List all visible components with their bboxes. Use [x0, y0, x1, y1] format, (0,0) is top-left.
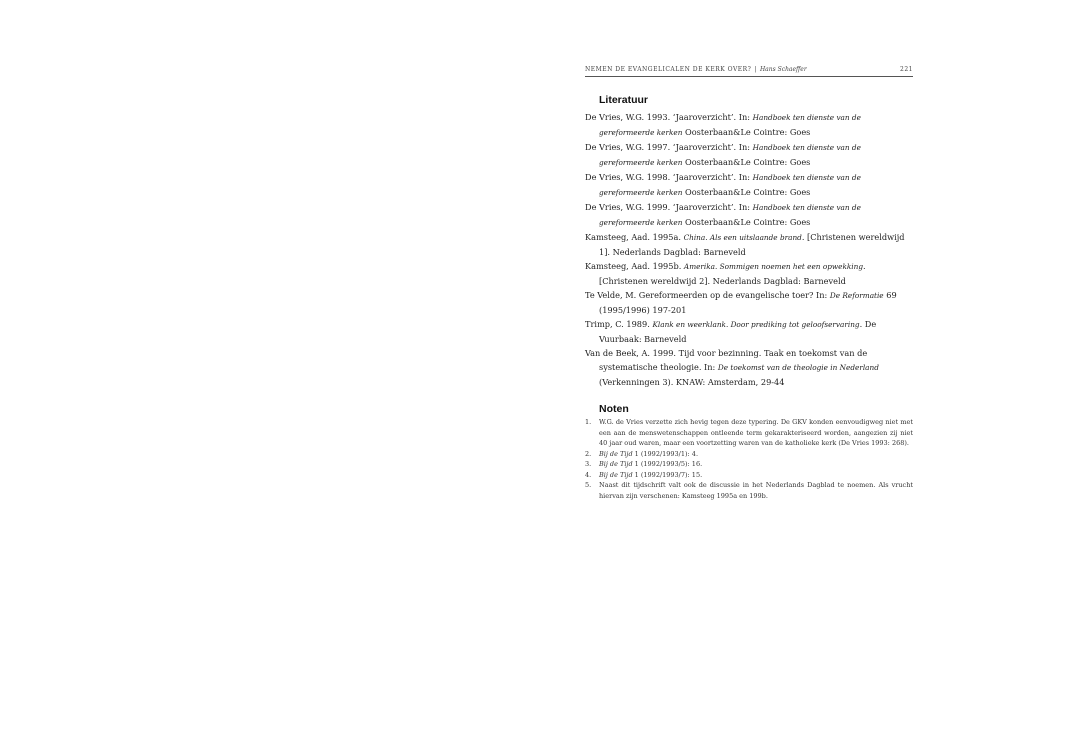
reference-text-end: . [Christenen wereldwijd 2]. Nederlands Dagblad: Barneveld: [599, 261, 866, 286]
reference-text-end: Oosterbaan&Le Cointre: Goes: [682, 217, 811, 227]
reference-text: De Vries, W.G. 1999. ‘Jaaroverzicht’. In:: [585, 202, 753, 212]
literature-list: [585, 110, 913, 389]
reference-italic-title: Handboek ten dienste van de gereformeerde kerken: [599, 143, 861, 167]
reference-italic-title: Handboek ten dienste van de gereformeerde kerken: [599, 113, 861, 137]
page-number: 221: [900, 66, 913, 73]
reference-item: [585, 140, 913, 170]
reference-text: Van de Beek, A. 1999. Tijd voor bezinning. Taak en toekomst van de systematische theologie. In:: [585, 348, 868, 372]
reference-italic-title: De Reformatie: [829, 291, 884, 300]
note-item: [585, 417, 913, 449]
note-text: [599, 480, 913, 501]
reference-text-end: (Verkenningen 3). KNAW: Amsterdam, 29-44: [599, 377, 785, 387]
reference-text-end: . [Christenen wereldwijd 1]. Nederlands Dagblad: Barneveld: [599, 232, 905, 257]
note-italic-title: Bij de Tijd: [599, 460, 633, 468]
note-text: [599, 459, 913, 470]
note-item: [585, 459, 913, 470]
note-italic-title: Bij de Tijd: [599, 449, 633, 458]
note-item: [585, 449, 913, 460]
reference-italic-title: De toekomst van de theologie in Nederland: [717, 363, 879, 372]
note-number: 2.: [585, 449, 592, 458]
note-text: [599, 449, 913, 460]
note-text-end: 1 (1992/1993/1): 4.: [632, 449, 699, 458]
literature-heading: Literatuur: [599, 94, 649, 106]
note-number: 1.: [585, 418, 592, 426]
reference-text: De Vries, W.G. 1993. ‘Jaaroverzicht’. In:: [585, 112, 753, 122]
reference-item: [585, 317, 913, 346]
running-head-separator: |: [754, 66, 757, 73]
note-item: [585, 480, 913, 501]
reference-text-end: Oosterbaan&Le Cointre: Goes: [682, 127, 811, 137]
reference-text: Te Velde, M. Gereformeerden op de evangelische toer? In:: [585, 290, 830, 300]
notes-heading: Noten: [599, 403, 629, 415]
reference-italic-title: Klank en weerklank. Door prediking tot geloofservaring: [652, 320, 860, 329]
reference-text: Trimp, C. 1989.: [585, 319, 653, 329]
reference-item: [585, 230, 913, 259]
document-page: [585, 66, 913, 501]
reference-text: De Vries, W.G. 1997. ‘Jaaroverzicht’. In:: [585, 142, 753, 152]
note-text-start: W.G. de Vries verzette zich hevig tegen deze typering. De GKV konden eenvoudigweg niet met een aan de menswetenschappen ontleende term gekarakteriseerd worden, aangezien zij niet 40 jaar oud waren, maar een voortzetting waren van de katholieke kerk (De Vries 1993: 268).: [599, 418, 913, 447]
note-number: 3.: [585, 460, 592, 468]
reference-item: [585, 200, 913, 230]
reference-italic-title: China. Als een uitslaande brand: [683, 233, 802, 242]
note-text: [599, 417, 913, 449]
note-number: 4.: [585, 470, 592, 479]
note-text-end: 1 (1992/1993/5): 16.: [632, 460, 703, 468]
reference-text-end: 69 (1995/1996) 197-201: [599, 290, 897, 315]
running-head-left: [585, 66, 807, 73]
reference-text: Kamsteeg, Aad. 1995a.: [585, 232, 684, 242]
note-text: [599, 470, 913, 481]
reference-item: [585, 288, 913, 317]
note-italic-title: Bij de Tijd: [599, 470, 633, 479]
note-text-end: 1 (1992/1993/7): 15.: [632, 470, 703, 479]
notes-list: [585, 417, 913, 501]
reference-text: Kamsteeg, Aad. 1995b.: [585, 261, 684, 271]
note-number: 5.: [585, 481, 592, 489]
note-item: [585, 470, 913, 481]
running-head-title: NEMEN DE EVANGELICALEN DE KERK OVER?: [585, 66, 752, 73]
reference-text-end: Oosterbaan&Le Cointre: Goes: [682, 187, 811, 197]
reference-item: [585, 259, 913, 288]
reference-item: [585, 110, 913, 140]
reference-italic-title: Handboek ten dienste van de gereformeerde kerken: [599, 173, 861, 197]
reference-text: De Vries, W.G. 1998. ‘Jaaroverzicht’. In:: [585, 172, 753, 182]
note-text-start: Naast dit tijdschrift valt ook de discussie in het Nederlands Dagblad te noemen. Als vrucht hiervan zijn verschenen: Kamsteeg 1995a en 199b.: [599, 481, 913, 500]
reference-italic-title: Amerika. Sommigen noemen het een opwekking: [683, 262, 864, 271]
reference-text-end: Oosterbaan&Le Cointre: Goes: [682, 157, 811, 167]
running-head: [585, 66, 913, 77]
reference-italic-title: Handboek ten dienste van de gereformeerde kerken: [599, 203, 861, 227]
running-head-author: Hans Schaeffer: [759, 66, 807, 73]
reference-item: [585, 170, 913, 200]
reference-item: [585, 346, 913, 389]
reference-text-end: . De Vuurbaak: Barneveld: [599, 319, 877, 344]
